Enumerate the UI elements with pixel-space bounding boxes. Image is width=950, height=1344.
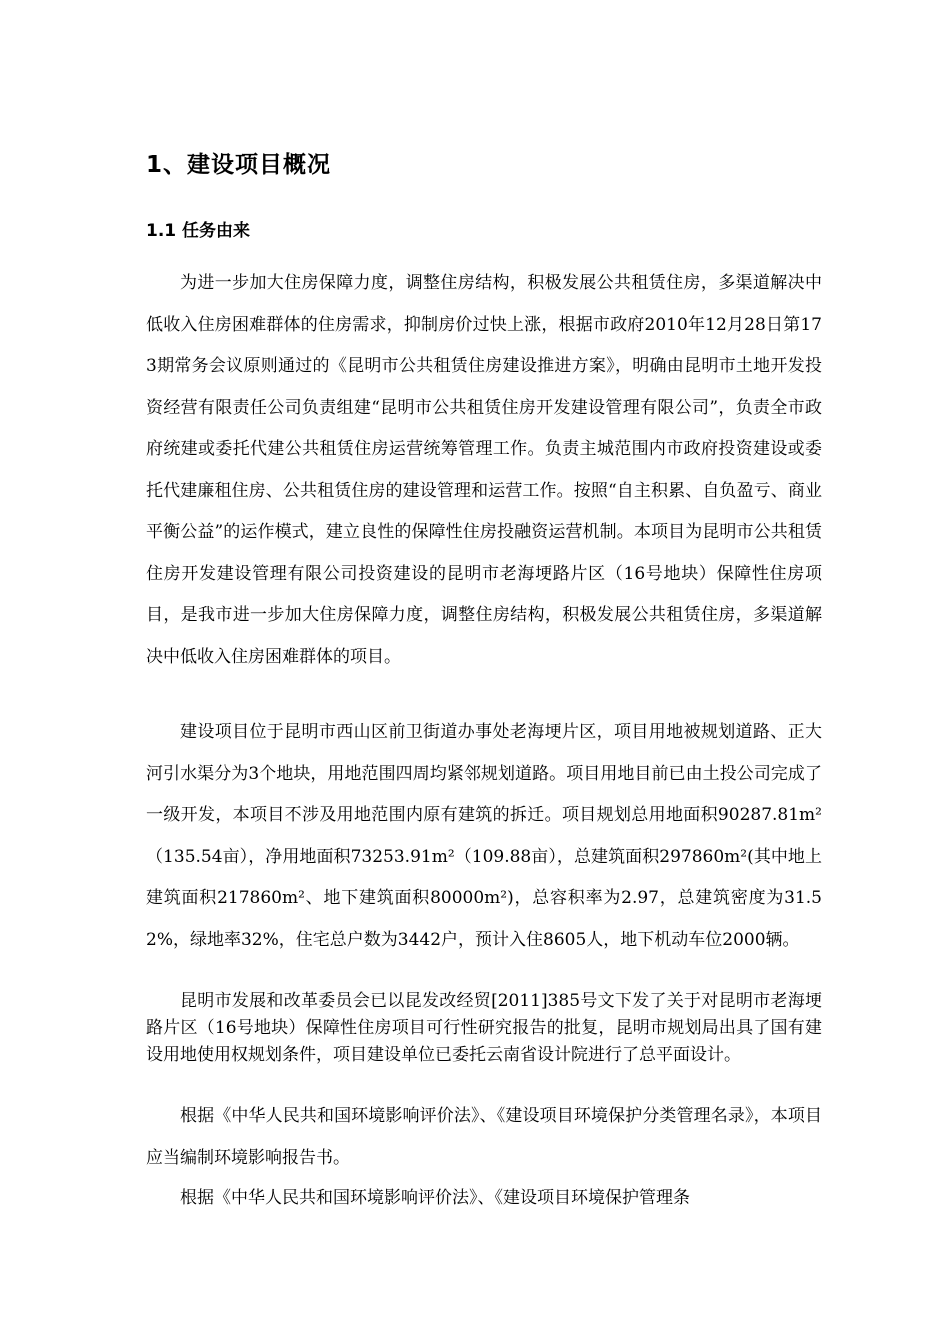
paragraph-eia-requirement: 根据《中华人民共和国环境影响评价法》、《建设项目环境保护分类管理名录》，本项目应当编制环境影响报告书。 — [146, 1106, 822, 1168]
paragraph-approval: 昆明市发展和改革委员会已以昆发改经贸[2011]385号文下发了关于对昆明市老海埂路片区（16号地块）保障性住房项目可行性研究报告的批复，昆明市规划局出具了国有建设用地使用权规划条件，项目建设单位已委托云南省设计院进行了总平面设计。 — [146, 991, 822, 1065]
paragraph-site-description: 建设项目位于昆明市西山区前卫街道办事处老海埂片区，项目用地被规划道路、正大河引水渠分为3个地块，用地范围四周均紧邻规划道路。项目用地目前已由土投公司完成了一级开发，本项目不涉及用地范围内原有建筑的拆迁。项目规划总用地面积90287.81m²（135.54亩），净用地面积73253.91m²（109.88亩），总建筑面积297860m²(其中地上建筑面积217860m²、地下建筑面积80000m²)，总容积率为2.97，总建筑密度为31.52%，绿地率32%，住宅总户数为3442户，预计入住8605人，地下机动车位2000辆。 — [146, 722, 822, 950]
paragraph-background: 为进一步加大住房保障力度，调整住房结构，积极发展公共租赁住房，多渠道解决中低收入住房困难群体的住房需求，抑制房价过快上涨，根据市政府2010年12月28日第173期常务会议原则通过的《昆明市公共租赁住房建设推进方案》，明确由昆明市土地开发投资经营有限责任公司负责组建“昆明市公共租赁住房开发建设管理有限公司”，负责全市政府统建或委托代建公共租赁住房运营统筹管理工作。负责主城范围内市政府投资建设或委托代建廉租住房、公共租赁住房的建设管理和运营工作。按照“自主积累、自负盈亏、商业平衡公益”的运作模式，建立良性的保障性住房投融资运营机制。本项目为昆明市公共租赁住房开发建设管理有限公司投资建设的昆明市老海埂路片区（16号地块）保障性住房项目，是我市进一步加大住房保障力度，调整住房结构，积极发展公共租赁住房，多渠道解决中低收入住房困难群体的项目。 — [146, 273, 822, 667]
subsection-heading: 1.1 任务由来 — [146, 221, 251, 241]
paragraph-eia-regulation: 根据《中华人民共和国环境影响评价法》、《建设项目环境保护管理条 — [180, 1188, 690, 1208]
section-heading: 1、建设项目概况 — [146, 152, 332, 178]
